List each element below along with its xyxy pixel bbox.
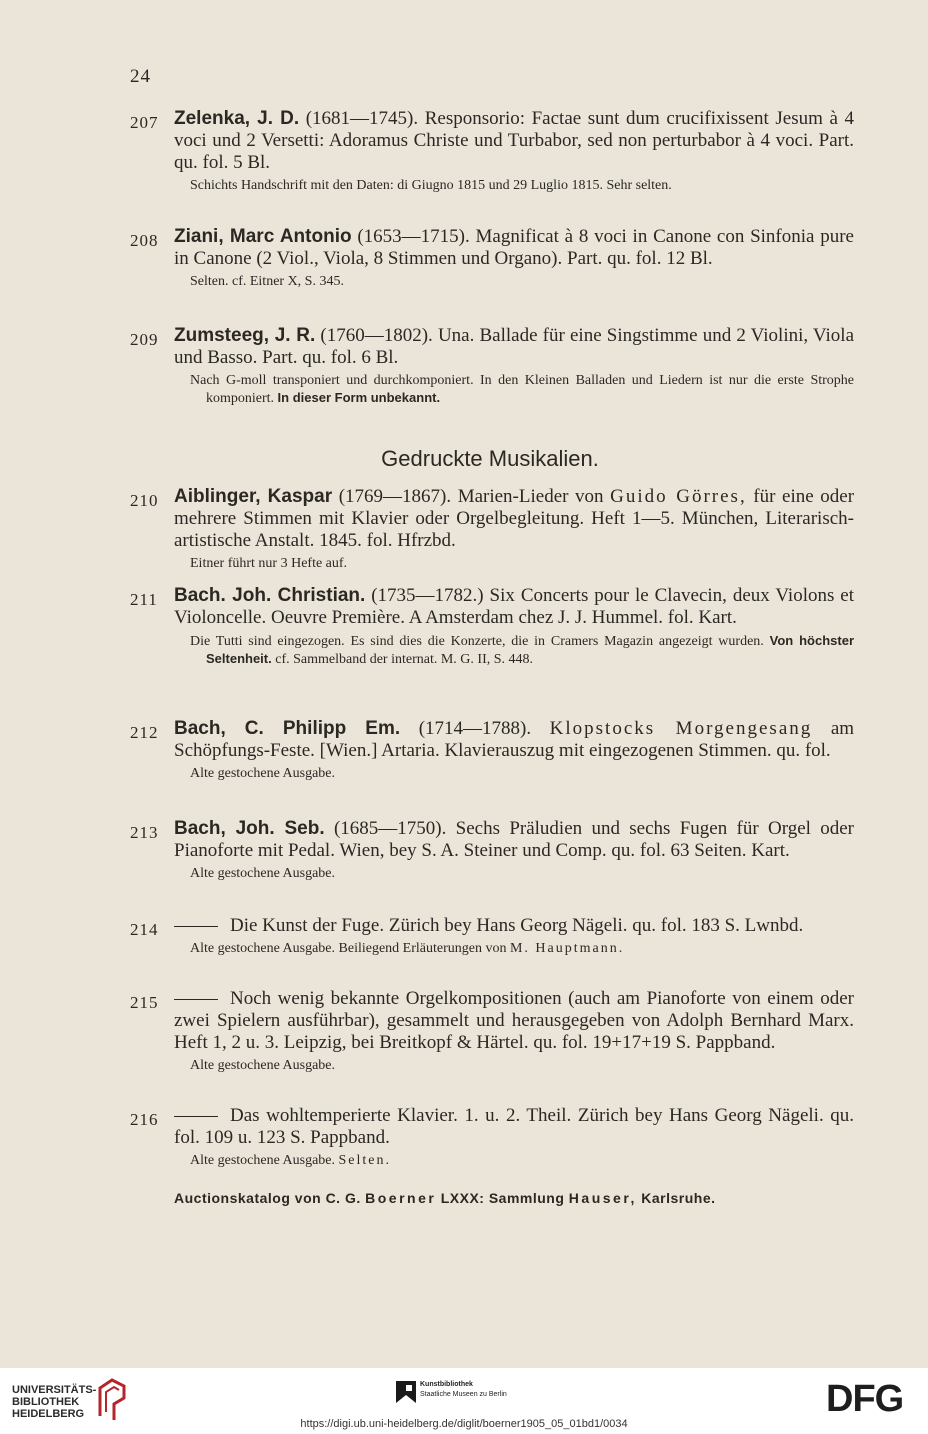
entry-note [190, 177, 854, 194]
entry-note-text: Eitner führt nur 3 Hefte auf. [190, 556, 348, 571]
entry-number: 210 [130, 491, 159, 510]
entry-description: Noch wenig bekannte Orgelkompositionen (auch am Pianoforte von einem oder zwei Spielern ausführbar), gesammelt und herausgegeben von Adolph Bernhard Marx. Heft 1, 2 u. 3. Leipzig, bei Breitkopf & Härtel. qu. fol. 19+17+19 S. Pappband. [174, 988, 854, 1053]
entry-number: 212 [130, 723, 159, 742]
entry-208 [130, 226, 854, 290]
entry-209 [130, 325, 854, 407]
entry-description: (1685—1750). Sechs Präludien und sechs Fugen für Orgel oder Pianoforte mit Pedal. Wien, bey S. A. Steiner und Comp. qu. fol. 63 Seiten. Kart. [174, 818, 855, 861]
entry-note-text: Selten. cf. Eitner X, S. 345. [190, 274, 344, 289]
entry-note-text: Alte gestochene Ausgabe. [190, 1153, 336, 1168]
library-bar [0, 1368, 928, 1434]
entry-note [190, 865, 854, 882]
entry-207 [130, 108, 854, 194]
ditto-dash [174, 999, 218, 1000]
entry-note-text: Die Tutti sind eingezogen. Es sind dies die Konzerte, die in Cramers Magazin angezeigt wurden. [190, 634, 764, 649]
footer-text-cont: LXXX: Sammlung [440, 1190, 565, 1206]
section-heading: Gedruckte Musikalien. [381, 446, 599, 471]
entry-description: (1681—1745). Responsorio: Factae sunt dum crucifixissent Jesum à 4 voci und 2 Versetti: Adoramus Christe und Turbabor, sed non perturbabor à 4 voci. Part. qu. fol. 5 Bl. [174, 108, 854, 173]
entry-description: Die Kunst der Fuge. Zürich bey Hans Georg Nägeli. qu. fol. 183 S. Lwnbd. [230, 915, 804, 936]
entry-number: 208 [130, 231, 159, 250]
dfg-logo[interactable]: DFG [826, 1378, 904, 1420]
entry-description-cont: für eine oder mehrere Stimmen mit Klavier oder Orgelbegleitung. Heft 1—5. München, Literarisch-artistische Anstalt. 1845. fol. Hfrzbd. [174, 486, 855, 551]
entry-number: 216 [130, 1110, 159, 1129]
entry-author: Zelenka, J. D. [174, 108, 300, 129]
logo-line: BIBLIOTHEK [12, 1396, 80, 1408]
entry-note-text: Alte gestochene Ausgabe. [190, 1058, 336, 1073]
entry-author: Aiblinger, Kaspar [174, 486, 333, 507]
entry-description-spaced: Guido Görres, [610, 486, 747, 507]
page-number: 24 [130, 66, 151, 87]
entry-description: (1760—1802). Una. Ballade für eine Singstimme und 2 Violini, Viola und Basso. Part. qu. fol. 6 Bl. [174, 325, 855, 368]
logo-subtitle: Staatliche Museen zu Berlin [420, 1391, 507, 1398]
entry-description: (1735—1782.) Six Concerts pour le Clavecin, deux Violons et Violoncelle. Oeuvre Première. A Amsterdam chez J. J. Hummel. fol. Kart. [174, 585, 854, 628]
entry-note-spaced: Selten. [338, 1153, 392, 1168]
entry-214 [130, 915, 854, 957]
entry-216 [130, 1105, 854, 1169]
entry-note [190, 1057, 854, 1074]
entry-note [190, 765, 854, 782]
ditto-dash [174, 1116, 218, 1117]
entry-note [190, 555, 854, 572]
entry-213 [130, 818, 854, 882]
entry-description-cont: am Schöpfungs-Feste. [Wien.] Artaria. Klavierauszug mit eingezogenen Stimmen. qu. fol. [174, 718, 855, 761]
logo-line: UNIVERSITÄTS- [12, 1384, 97, 1396]
entry-number: 213 [130, 823, 159, 842]
entry-description: (1714—1788). [418, 718, 532, 739]
entry-note-emphasis: Von höchster Seltenheit. [206, 633, 855, 666]
entry-text [174, 718, 854, 762]
entry-note-text: Schichts Handschrift mit den Daten: di Giugno 1815 und 29 Luglio 1815. Sehr selten. [190, 178, 672, 193]
entry-note-spaced: M. Hauptmann. [509, 941, 625, 956]
footer-publisher: Boerner [365, 1190, 437, 1206]
kunstbibliothek-mark-icon [396, 1381, 416, 1403]
entry-note [190, 940, 854, 957]
university-library-logo[interactable] [12, 1384, 96, 1420]
entry-number: 209 [130, 330, 159, 349]
entry-text [174, 818, 854, 862]
entry-number: 214 [130, 920, 159, 939]
entry-note [190, 632, 854, 668]
logo-line: HEIDELBERG [12, 1408, 85, 1420]
entry-note-text-cont: cf. Sammelband der internat. M. G. II, S. 448. [275, 652, 534, 667]
entry-text [174, 325, 854, 369]
entry-note-text: Alte gestochene Ausgabe. Beiliegend Erläuterungen von [190, 941, 507, 956]
entry-text [174, 486, 854, 552]
entry-note [190, 372, 854, 407]
entry-number: 215 [130, 993, 159, 1012]
entry-number: 207 [130, 113, 159, 132]
entry-description: (1653—1715). Magnificat à 8 voci in Canone con Sinfonia pure in Canone (2 Viol., Viola, 8 Stimmen und Organo). Part. qu. fol. 12 Bl. [174, 226, 854, 269]
page-url[interactable]: https://digi.ub.uni-heidelberg.de/diglit/boerner1905_05_01bd1/0034 [300, 1418, 628, 1430]
entry-text [174, 1105, 854, 1149]
entry-number: 211 [130, 590, 158, 609]
university-library-mark-icon [96, 1376, 126, 1422]
entry-description: (1769—1867). Marien-Lieder von [338, 486, 604, 507]
entry-211 [130, 585, 854, 668]
entry-description-spaced: Klopstocks Morgengesang [549, 718, 813, 739]
entry-note-text: Alte gestochene Ausgabe. [190, 866, 336, 881]
entry-note-text: Nach G-moll transponiert und durchkomponiert. In den Kleinen Balladen und Liedern ist nur die erste Strophe komponiert. [190, 373, 854, 406]
entry-author: Bach, C. Philipp Em. [174, 718, 401, 739]
kunstbibliothek-logo[interactable] [420, 1380, 507, 1400]
entry-text [174, 988, 854, 1054]
entry-text [174, 585, 854, 629]
entry-text [174, 226, 854, 270]
footer-collection: Hauser, [568, 1190, 637, 1206]
entry-author: Bach, Joh. Seb. [174, 818, 325, 839]
footer-city: Karlsruhe. [641, 1190, 716, 1206]
entry-author: Bach. Joh. Christian. [174, 585, 366, 606]
entry-note [190, 273, 854, 290]
entry-note-emphasis: In dieser Form unbekannt. [277, 390, 441, 405]
entry-text [174, 108, 854, 174]
entry-note-text: Alte gestochene Ausgabe. [190, 766, 336, 781]
ditto-dash [174, 926, 218, 927]
entry-author: Zumsteeg, J. R. [174, 325, 316, 346]
entry-note [190, 1152, 854, 1169]
footer-text: Auctionskatalog von C. G. [174, 1190, 361, 1206]
catalog-footer [174, 1190, 716, 1206]
entry-215 [130, 988, 854, 1074]
entry-text [174, 915, 854, 937]
entry-212 [130, 718, 854, 782]
logo-title: Kunstbibliothek [420, 1381, 473, 1388]
entry-author: Ziani, Marc Antonio [174, 226, 352, 247]
entry-description: Das wohltemperierte Klavier. 1. u. 2. Theil. Zürich bey Hans Georg Nägeli. qu. fol. 109 u. 123 S. Pappband. [174, 1105, 854, 1148]
entry-210 [130, 486, 854, 572]
